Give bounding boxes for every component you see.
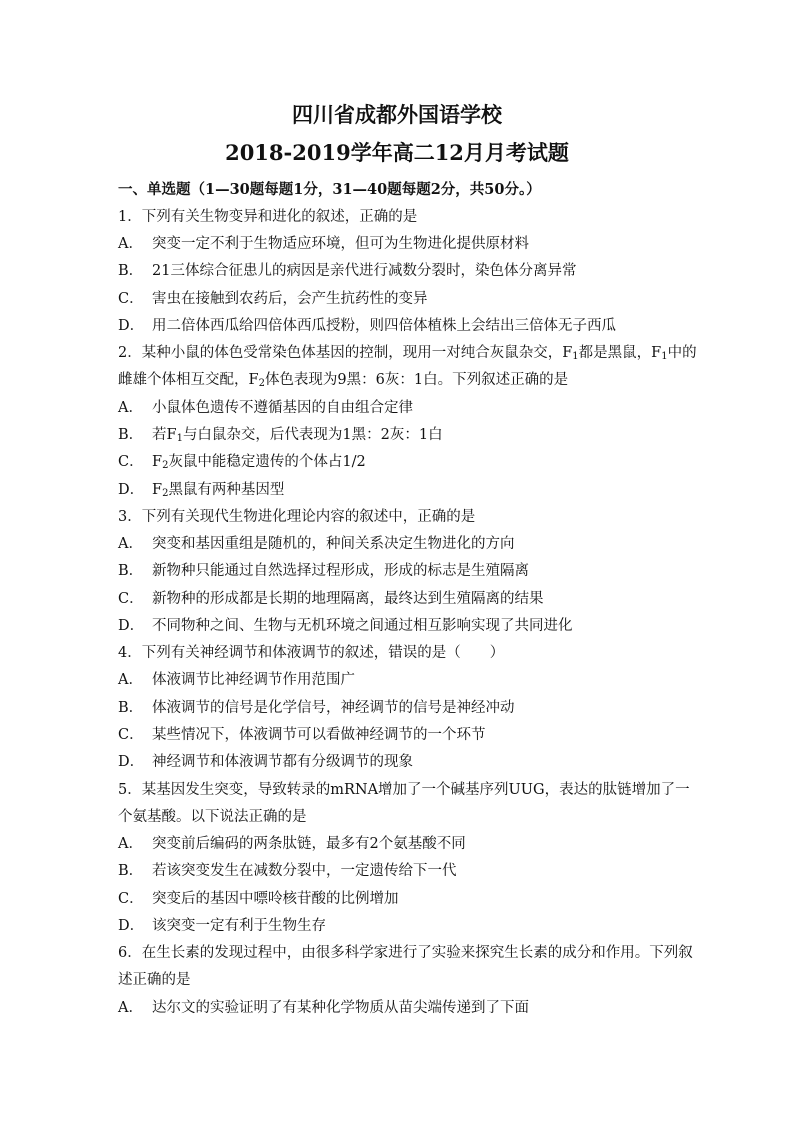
- question-1-stem: 1．下列有关生物变异和进化的叙述，正确的是: [118, 209, 418, 225]
- option-letter: A．: [118, 1000, 143, 1016]
- question-4-option-d: [118, 750, 413, 771]
- question-4-option-b: [118, 696, 515, 717]
- option-text: 达尔文的实验证明了有某种化学物质从苗尖端传递到了下面: [152, 1000, 529, 1016]
- question-1-option-c: [118, 287, 428, 308]
- option-text: $F_2$灰鼠中能稳定遗传的个体占1/2: [152, 454, 366, 471]
- question-5-stem-line-2: 个氨基酸。以下说法正确的是: [118, 809, 307, 825]
- option-text: 用二倍体西瓜给四倍体西瓜授粉，则四倍体植株上会结出三倍体无子西瓜: [152, 318, 616, 334]
- question-5-option-b: [118, 859, 457, 880]
- question-2-stem-line-2: 雌雄个体相互交配，$F_2$体色表现为9黑：6灰：1白。下列叙述正确的是: [118, 372, 569, 389]
- option-letter: D．: [118, 918, 145, 934]
- option-letter: D．: [118, 618, 145, 634]
- option-letter: B．: [118, 863, 144, 879]
- question-1-option-d: [118, 314, 616, 335]
- option-letter: D．: [118, 754, 145, 770]
- option-letter: D．: [118, 482, 145, 498]
- option-text: 突变一定不利于生物适应环境，但可为生物进化提供原材料: [152, 236, 529, 252]
- question-3-stem: 3．下列有关现代生物进化理论内容的叙述中，正确的是: [118, 509, 476, 525]
- question-2-option-b: [118, 423, 443, 444]
- option-text: 神经调节和体液调节都有分级调节的现象: [152, 754, 413, 770]
- option-letter: A．: [118, 672, 143, 688]
- option-text: 新物种的形成都是长期的地理隔离，最终达到生殖隔离的结果: [152, 591, 544, 607]
- option-text: $F_2$黑鼠有两种基因型: [152, 482, 285, 499]
- question-4-option-c: [118, 723, 486, 744]
- question-2-stem-line-1: 2．某种小鼠的体色受常染色体基因的控制，现用一对纯合灰鼠杂交，$F_1$都是黑鼠，$F_1$中的: [118, 345, 697, 362]
- option-letter: B．: [118, 563, 144, 579]
- option-letter: C．: [118, 891, 144, 907]
- question-5-option-a: [118, 832, 466, 853]
- question-1-option-a: [118, 232, 529, 253]
- option-letter: C．: [118, 291, 144, 307]
- option-text: 体液调节的信号是化学信号，神经调节的信号是神经冲动: [152, 700, 515, 716]
- question-6-option-a: [118, 996, 529, 1017]
- question-2-option-d: [118, 478, 284, 499]
- option-letter: C．: [118, 591, 144, 607]
- option-letter: D．: [118, 318, 145, 334]
- question-5-option-d: [118, 914, 326, 935]
- question-1-option-b: [118, 259, 576, 280]
- question-4-option-a: [118, 668, 355, 689]
- option-text: 突变前后编码的两条肽链，最多有2个氨基酸不同: [152, 836, 466, 852]
- option-letter: A．: [118, 400, 143, 416]
- option-letter: A．: [118, 236, 143, 252]
- option-letter: B．: [118, 700, 144, 716]
- option-text: 21三体综合征患儿的病因是亲代进行减数分裂时，染色体分离异常: [152, 263, 577, 279]
- question-6-stem-line-1: 6．在生长素的发现过程中，由很多科学家进行了实验来探究生长素的成分和作用。下列叙: [118, 945, 693, 961]
- option-text: 不同物种之间、生物与无机环境之间通过相互影响实现了共同进化: [152, 618, 573, 634]
- option-text: 突变和基因重组是随机的，种间关系决定生物进化的方向: [152, 536, 515, 552]
- question-2-option-c: [118, 450, 366, 471]
- option-text: 若$F_1$与白鼠杂交，后代表现为1黑：2灰：1白: [152, 427, 443, 444]
- question-5-option-c: [118, 887, 399, 908]
- question-2-option-a: [118, 396, 413, 417]
- exam-title: 2018-2019学年高二12月月考试题: [225, 140, 569, 165]
- question-6-stem-line-2: 述正确的是: [118, 972, 191, 988]
- option-text: 害虫在接触到农药后，会产生抗药性的变异: [152, 291, 428, 307]
- question-5-stem-line-1: 5．某基因发生突变，导致转录的mRNA增加了一个碱基序列UUG，表达的肽链增加了一: [118, 782, 690, 798]
- question-3-option-d: [118, 614, 573, 635]
- option-letter: A．: [118, 836, 143, 852]
- option-letter: B．: [118, 263, 144, 279]
- option-text: 新物种只能通过自然选择过程形成，形成的标志是生殖隔离: [152, 563, 529, 579]
- section-heading: 一、单选题（1—30题每题1分，31—40题每题2分，共50分。）: [118, 181, 541, 198]
- option-text: 小鼠体色遗传不遵循基因的自由组合定律: [152, 400, 413, 416]
- option-text: 突变后的基因中嘌呤核苷酸的比例增加: [152, 891, 399, 907]
- question-3-option-a: [118, 532, 515, 553]
- question-3-option-c: [118, 587, 544, 608]
- option-text: 若该突变发生在减数分裂中，一定遗传给下一代: [152, 863, 457, 879]
- option-letter: C．: [118, 454, 144, 470]
- option-letter: B．: [118, 427, 144, 443]
- option-text: 某些情况下，体液调节可以看做神经调节的一个环节: [152, 727, 486, 743]
- question-3-option-b: [118, 559, 529, 580]
- option-text: 该突变一定有利于生物生存: [152, 918, 326, 934]
- question-4-stem: 4．下列有关神经调节和体液调节的叙述，错误的是（ ）: [118, 645, 505, 661]
- school-title: 四川省成都外国语学校: [292, 102, 502, 127]
- option-text: 体液调节比神经调节作用范围广: [152, 672, 355, 688]
- option-letter: A．: [118, 536, 143, 552]
- option-letter: C．: [118, 727, 144, 743]
